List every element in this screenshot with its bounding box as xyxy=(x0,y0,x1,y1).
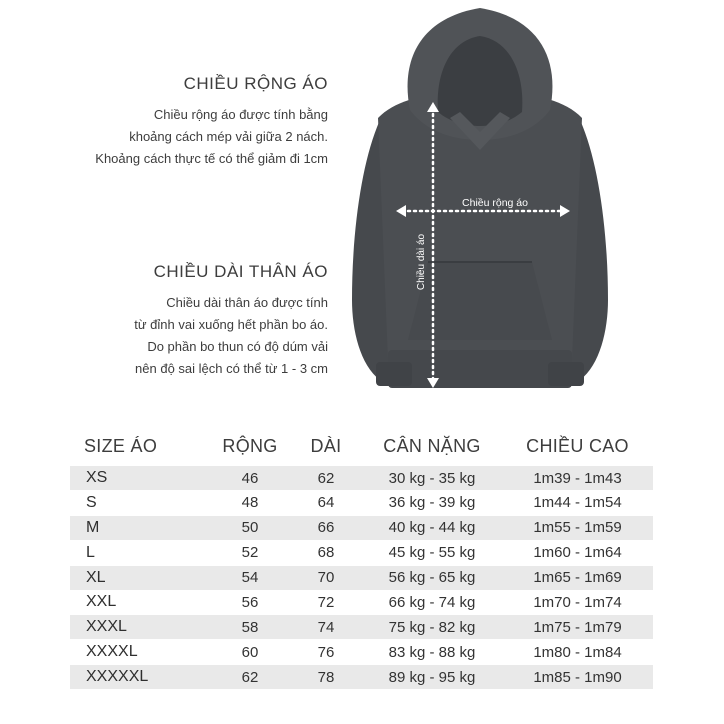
width-info-line: Chiều rộng áo được tính bằng xyxy=(153,107,328,122)
table-row xyxy=(70,615,653,639)
table-row xyxy=(70,566,653,590)
height-cell: 1m55 - 1m59 xyxy=(533,519,622,537)
height-cell: 1m44 - 1m54 xyxy=(533,494,622,512)
size-table xyxy=(70,426,653,689)
width-cell: 62 xyxy=(241,668,259,686)
length-cell: 64 xyxy=(317,494,335,512)
length-cell: 62 xyxy=(317,469,335,487)
height-cell: 1m80 - 1m84 xyxy=(533,643,622,661)
table-row xyxy=(70,665,653,689)
header-length: DÀI xyxy=(310,435,342,456)
length-info xyxy=(8,262,328,380)
width-cell: 60 xyxy=(241,643,259,661)
width-cell: 58 xyxy=(241,618,259,636)
length-cell: 78 xyxy=(317,668,335,686)
size-cell: S xyxy=(86,493,97,511)
weight-cell: 30 kg - 35 kg xyxy=(388,469,476,487)
length-arrow-label: Chiều dài áo xyxy=(416,233,427,291)
length-info-line: từ đỉnh vai xuống hết phần bo áo. xyxy=(134,317,328,332)
table-row xyxy=(70,541,653,565)
length-info-title: CHIỀU DÀI THÂN ÁO xyxy=(153,262,328,281)
height-cell: 1m70 - 1m74 xyxy=(533,593,622,611)
length-cell: 70 xyxy=(317,569,335,587)
width-cell: 56 xyxy=(241,593,259,611)
weight-cell: 75 kg - 82 kg xyxy=(388,618,476,636)
size-cell: M xyxy=(86,518,100,536)
size-cell: XXXXL xyxy=(86,643,138,661)
weight-cell: 66 kg - 74 kg xyxy=(388,593,476,611)
weight-cell: 40 kg - 44 kg xyxy=(388,519,476,537)
header-size: SIZE ÁO xyxy=(84,435,158,456)
width-cell: 52 xyxy=(241,544,259,562)
header-width: RỘNG xyxy=(222,435,278,456)
length-cell: 66 xyxy=(317,519,335,537)
height-cell: 1m39 - 1m43 xyxy=(533,469,622,487)
table-body xyxy=(70,466,653,689)
length-cell: 72 xyxy=(317,593,335,611)
size-cell: XS xyxy=(86,469,108,486)
size-cell: XXXL xyxy=(86,618,127,636)
weight-cell: 83 kg - 88 kg xyxy=(388,643,476,661)
width-info-line: Khoảng cách thực tế có thể giảm đi 1cm xyxy=(95,151,328,166)
table-row xyxy=(70,516,653,540)
size-cell: XL xyxy=(86,568,106,586)
length-info-line: nên độ sai lệch có thể từ 1 - 3 cm xyxy=(135,361,328,376)
table-row xyxy=(70,466,653,490)
weight-cell: 89 kg - 95 kg xyxy=(388,668,476,686)
height-cell: 1m85 - 1m90 xyxy=(533,668,622,686)
table-header xyxy=(70,426,653,466)
width-info xyxy=(8,74,328,170)
width-arrow-label: Chiều rộng áo xyxy=(462,197,528,209)
length-cell: 74 xyxy=(317,618,335,636)
height-cell: 1m75 - 1m79 xyxy=(533,618,622,636)
table-row xyxy=(70,590,653,614)
width-info-line: khoảng cách mép vải giữa 2 nách. xyxy=(129,129,328,144)
width-cell: 48 xyxy=(241,494,259,512)
weight-cell: 36 kg - 39 kg xyxy=(388,494,476,512)
length-info-line: Do phần bo thun có độ dúm vải xyxy=(147,339,328,354)
length-cell: 76 xyxy=(317,643,335,661)
height-cell: 1m60 - 1m64 xyxy=(533,544,622,562)
width-cell: 50 xyxy=(241,519,259,537)
height-cell: 1m65 - 1m69 xyxy=(533,569,622,587)
size-cell: XXL xyxy=(86,593,117,611)
width-cell: 46 xyxy=(241,469,259,487)
weight-cell: 56 kg - 65 kg xyxy=(388,569,476,587)
header-weight: CÂN NẶNG xyxy=(383,435,481,456)
width-cell: 54 xyxy=(241,569,259,587)
size-cell: L xyxy=(86,543,95,561)
weight-cell: 45 kg - 55 kg xyxy=(388,544,476,562)
table-row xyxy=(70,491,653,515)
width-info-title: CHIỀU RỘNG ÁO xyxy=(183,74,328,93)
length-cell: 68 xyxy=(317,544,335,562)
hoodie-illustration xyxy=(340,0,620,395)
length-info-line: Chiều dài thân áo được tính xyxy=(166,295,328,310)
header-height: CHIỀU CAO xyxy=(526,435,629,456)
table-row xyxy=(70,640,653,664)
size-cell: XXXXXL xyxy=(86,668,149,686)
